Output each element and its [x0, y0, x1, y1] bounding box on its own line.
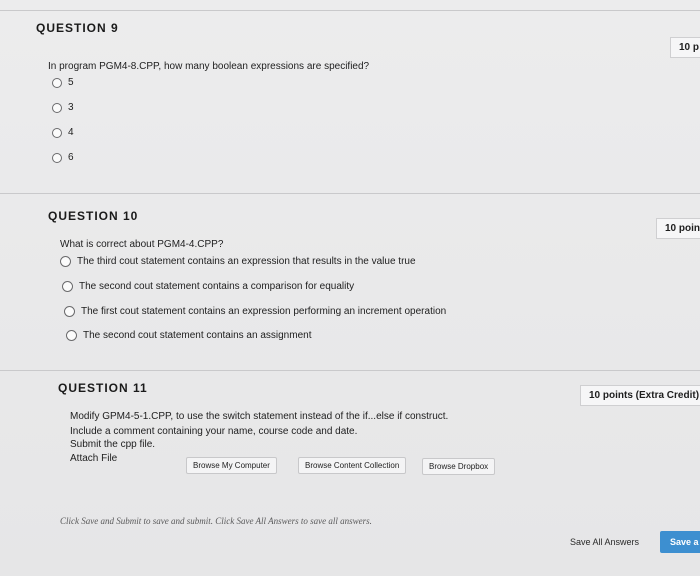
radio-button[interactable]	[52, 153, 62, 163]
attach-file-label: Attach File	[70, 453, 118, 464]
question-10-header: QUESTION 10	[48, 209, 139, 223]
browse-my-computer-button[interactable]: Browse My Computer	[186, 457, 277, 474]
save-all-answers-button[interactable]: Save All Answers	[570, 537, 640, 547]
question-9-points: 10 p	[670, 37, 700, 58]
question-9-header: QUESTION 9	[36, 21, 119, 35]
radio-button[interactable]	[52, 78, 62, 88]
question-10-option-4[interactable]	[66, 330, 311, 341]
question-11-line-3: Submit the cpp file.	[70, 439, 156, 450]
option-label: The second cout statement contains a comparison for equality	[79, 281, 355, 292]
radio-button[interactable]	[64, 306, 75, 317]
radio-button[interactable]	[52, 128, 62, 138]
question-10-option-1[interactable]	[60, 256, 416, 267]
browse-content-collection-button[interactable]: Browse Content Collection	[298, 457, 406, 474]
question-9-option-2[interactable]	[52, 102, 74, 113]
browse-dropbox-button[interactable]: Browse Dropbox	[422, 458, 495, 475]
footer-instructions: Click Save and Submit to save and submit. Click Save All Answers to save all answers.	[60, 516, 372, 526]
question-11-header: QUESTION 11	[58, 381, 148, 395]
radio-button[interactable]	[52, 103, 62, 113]
question-11-points: 10 points (Extra Credit)	[580, 385, 700, 406]
question-11-line-1: Modify GPM4-5-1.CPP, to use the switch statement instead of the if...else if construct.	[70, 411, 449, 422]
question-10-body	[60, 239, 223, 250]
question-11	[0, 370, 700, 576]
question-9-body	[48, 61, 369, 72]
option-label: The second cout statement contains an assignment	[83, 330, 312, 341]
question-9-option-1[interactable]	[52, 77, 74, 88]
question-10	[0, 193, 700, 369]
question-10-points: 10 poin	[656, 218, 700, 239]
option-label: The first cout statement contains an expression performing an increment operation	[81, 306, 447, 317]
question-11-line-2: Include a comment containing your name, course code and date.	[70, 426, 358, 437]
question-9	[0, 10, 700, 191]
question-9-text: In program PGM4-8.CPP, how many boolean expressions are specified?	[48, 61, 370, 72]
question-10-option-2[interactable]	[62, 281, 354, 292]
save-and-submit-button[interactable]: Save a	[660, 531, 700, 553]
radio-button[interactable]	[66, 330, 77, 341]
question-9-option-3[interactable]	[52, 127, 74, 138]
option-label: 3	[68, 102, 74, 113]
option-label: 5	[68, 77, 74, 88]
option-label: 4	[68, 127, 74, 138]
question-10-option-3[interactable]	[64, 306, 446, 317]
radio-button[interactable]	[60, 256, 71, 267]
option-label: 6	[68, 152, 74, 163]
question-9-option-4[interactable]	[52, 152, 74, 163]
radio-button[interactable]	[62, 281, 73, 292]
option-label: The third cout statement contains an expression that results in the value true	[77, 256, 416, 267]
question-10-text: What is correct about PGM4-4.CPP?	[60, 239, 224, 250]
